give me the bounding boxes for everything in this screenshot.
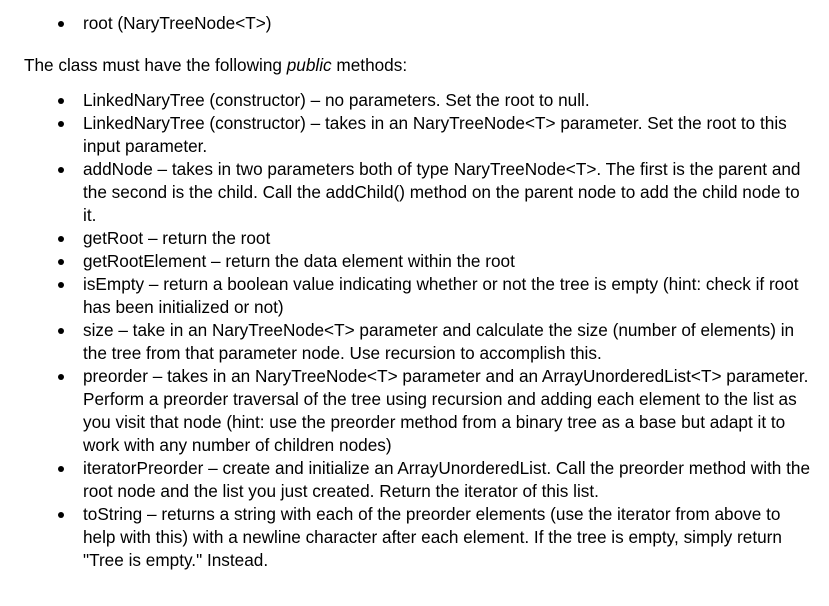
method-item-text: isEmpty – return a boolean value indicating whether or not the tree is empty (hint: check if root has been initialized or not) [83, 274, 799, 317]
intro-text-before: The class must have the following [24, 55, 287, 75]
method-item-iteratorpreorder [0, 457, 813, 503]
bullet-icon [58, 167, 64, 173]
bullet-icon [58, 512, 64, 518]
bullet-icon [58, 282, 64, 288]
method-item-text: addNode – takes in two parameters both of type NaryTreeNode<T>. The first is the parent and the second is the child. Call the addChild() method on the parent node to add the child node to it. [83, 159, 801, 225]
bullet-icon [58, 21, 64, 27]
methods-intro [24, 54, 407, 77]
intro-emphasis: public [286, 55, 332, 75]
method-item-text: LinkedNaryTree (constructor) – takes in an NaryTreeNode<T> parameter. Set the root to this input parameter. [83, 113, 787, 156]
bullet-icon [58, 259, 64, 265]
bullet-icon [58, 466, 64, 472]
intro-text-after: methods: [331, 55, 408, 75]
method-item-size [0, 319, 813, 365]
method-item-text: size – take in an NaryTreeNode<T> parameter and calculate the size (number of elements) in the tree from that parameter node. Use recursion to accomplish this. [83, 320, 795, 363]
methods-list [0, 89, 829, 572]
method-item-addnode [0, 158, 813, 227]
field-item-text: root (NaryTreeNode<T>) [83, 13, 272, 33]
bullet-icon [58, 121, 64, 127]
method-item-tostring [0, 503, 813, 572]
method-item-constructor-node [0, 112, 813, 158]
bullet-icon [58, 236, 64, 242]
method-item-text: getRootElement – return the data element within the root [83, 251, 515, 271]
method-item-text: getRoot – return the root [83, 228, 271, 248]
method-item-text: LinkedNaryTree (constructor) – no parameters. Set the root to null. [83, 90, 590, 110]
field-item-root [0, 12, 813, 35]
method-item-constructor-default [0, 89, 813, 112]
method-item-text: toString – returns a string with each of the preorder elements (use the iterator from above to help with this) with a newline character after each element. If the tree is empty, simply return "Tree is empty." Instead. [83, 504, 782, 570]
bullet-icon [58, 328, 64, 334]
bullet-icon [58, 98, 64, 104]
fields-list [0, 12, 813, 35]
method-item-preorder [0, 365, 813, 457]
method-item-getroot [0, 227, 813, 250]
method-item-text: iteratorPreorder – create and initialize an ArrayUnorderedList. Call the preorder method with the root node and the list you just created. Return the iterator of this list. [83, 458, 811, 501]
method-item-getrootelement [0, 250, 813, 273]
bullet-icon [58, 374, 64, 380]
method-item-text: preorder – takes in an NaryTreeNode<T> parameter and an ArrayUnorderedList<T> parameter. Perform a preorder traversal of the tree using recursion and adding each element to the list as you visit that node (hint: use the preorder method from a binary tree as a base but adapt it to work with any number of children nodes) [83, 366, 809, 455]
method-item-isempty [0, 273, 813, 319]
